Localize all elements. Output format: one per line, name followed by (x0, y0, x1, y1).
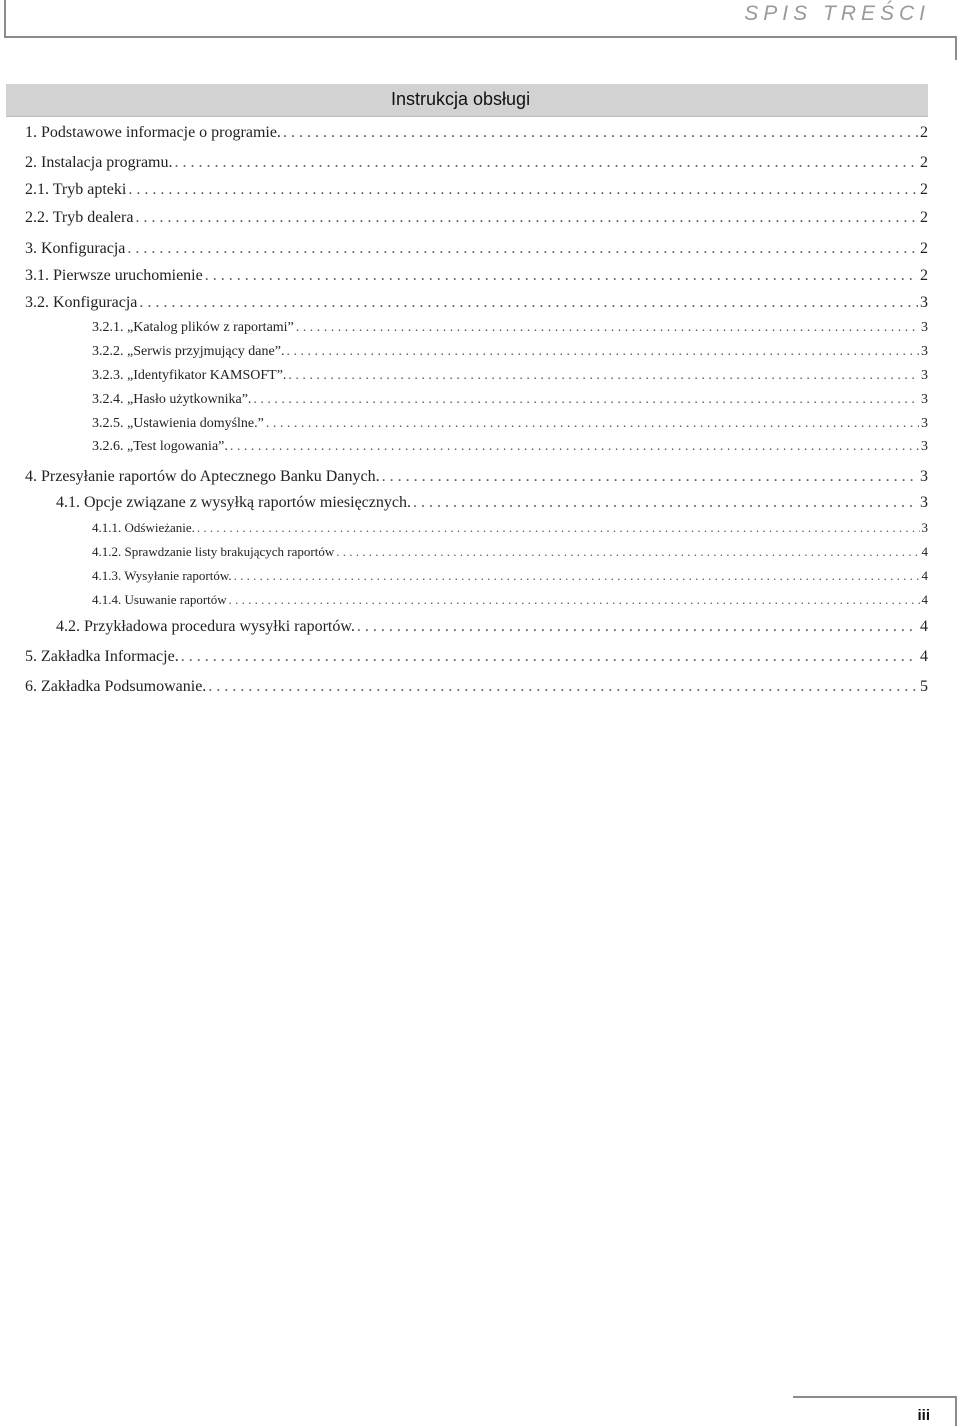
toc-entry[interactable] (92, 416, 928, 432)
section-title: Instrukcja obsługi (391, 89, 531, 109)
toc-entry-page: 3 (920, 494, 928, 511)
toc-leader (197, 520, 920, 536)
toc-entry-title: 2.2. Tryb dealera (25, 209, 134, 226)
toc-entry-page: 2 (920, 240, 928, 257)
toc-leader (413, 494, 918, 512)
toc-entry-title: 2.1. Tryb apteki (25, 181, 127, 198)
toc-entry-page: 3 (920, 468, 928, 485)
toc-entry-page: 2 (920, 267, 928, 284)
toc-entry[interactable] (25, 648, 928, 666)
toc-leader (230, 439, 919, 455)
toc-entry[interactable] (25, 294, 928, 312)
toc-entry-page: 2 (920, 209, 928, 226)
toc-entry[interactable] (25, 124, 928, 142)
toc-entry-page: 3 (921, 392, 928, 407)
toc-entry-title: 3.2.6. „Test logowania”. (92, 439, 228, 454)
section-title-bar (6, 84, 928, 117)
toc-entry[interactable] (92, 568, 928, 584)
toc-entry-page: 3 (921, 416, 928, 431)
toc-entry-page: 3 (921, 439, 928, 454)
toc-leader (181, 648, 918, 666)
toc-entry[interactable] (92, 344, 928, 360)
toc-entry[interactable] (25, 154, 928, 172)
toc-entry-page: 3 (921, 520, 928, 535)
toc-entry-page: 3 (920, 294, 928, 311)
toc-entry-page: 3 (921, 320, 928, 335)
toc-leader (135, 209, 918, 227)
toc-entry-title: 3.2.5. „Ustawienia domyślne.” (92, 416, 264, 431)
toc-entry[interactable] (56, 494, 928, 512)
toc-entry[interactable] (25, 468, 928, 486)
toc-entry[interactable] (25, 240, 928, 258)
toc-entry-title: 4.1. Opcje związane z wysyłką raportów miesięcznych. (56, 494, 411, 511)
toc-leader (253, 392, 919, 408)
toc-entry-title: 4.1.3. Wysyłanie raportów. (92, 568, 232, 583)
toc-entry-title: 3.2.1. „Katalog plików z raportami” (92, 320, 294, 335)
toc-leader (128, 181, 918, 199)
toc-entry-page: 4 (920, 648, 928, 665)
toc-leader (175, 154, 919, 172)
toc-entry-page: 4 (921, 568, 928, 583)
toc-entry-page: 4 (920, 618, 928, 635)
toc-entry-title: 4.1.2. Sprawdzanie listy brakujących raportów (92, 544, 335, 559)
toc-entry-page: 4 (921, 544, 928, 559)
toc-entry-title: 4. Przesyłanie raportów do Aptecznego Banku Danych. (25, 468, 380, 485)
toc-leader (234, 568, 920, 584)
toc-entry-title: 3.2. Konfiguracja (25, 294, 138, 311)
toc-entry[interactable] (92, 368, 928, 384)
toc-entry[interactable] (25, 181, 928, 199)
toc-entry-page: 3 (921, 344, 928, 359)
toc-entry-title: 5. Zakładka Informacje. (25, 648, 179, 665)
toc-entry[interactable] (56, 618, 928, 636)
toc-leader (296, 320, 919, 336)
page-number: iii (917, 1407, 930, 1424)
toc-entry[interactable] (25, 678, 928, 696)
toc-leader (382, 468, 918, 486)
toc-entry[interactable] (92, 592, 928, 608)
toc-leader (127, 240, 918, 258)
header-rule-left (4, 0, 6, 38)
header-rule-right (955, 36, 957, 60)
toc-leader (357, 618, 918, 636)
page-header-title: SPIS TREŚCI (744, 2, 930, 25)
toc-entry-page: 2 (920, 181, 928, 198)
toc-entry[interactable] (25, 267, 928, 285)
toc-entry-title: 4.2. Przykładowa procedura wysyłki raportów. (56, 618, 355, 635)
toc-leader (208, 678, 918, 696)
toc-entry[interactable] (25, 209, 928, 227)
footer-rule (793, 1396, 957, 1398)
toc-entry-title: 1. Podstawowe informacje o programie. (25, 124, 281, 141)
header-rule (4, 36, 957, 38)
toc-entry-title: 4.1.4. Usuwanie raportów (92, 592, 227, 607)
toc-entry-title: 2. Instalacja programu. (25, 154, 173, 171)
toc-leader (266, 416, 919, 432)
toc-entry[interactable] (92, 320, 928, 336)
toc-entry-title: 3.2.2. „Serwis przyjmujący dane”. (92, 344, 285, 359)
toc-entry-page: 4 (921, 592, 928, 607)
toc-entry-title: 3.1. Pierwsze uruchomienie (25, 267, 203, 284)
toc-leader (283, 124, 918, 142)
toc-entry-title: 3.2.3. „Identyfikator KAMSOFT”. (92, 368, 287, 383)
toc-entry-title: 6. Zakładka Podsumowanie. (25, 678, 207, 695)
toc-entry[interactable] (92, 544, 928, 560)
toc-entry-page: 2 (920, 124, 928, 141)
toc-entry-title: 3.2.4. „Hasło użytkownika”. (92, 392, 252, 407)
toc-entry-title: 4.1.1. Odświeżanie. (92, 520, 195, 535)
toc-entry[interactable] (92, 520, 928, 536)
toc-entry-title: 3. Konfiguracja (25, 240, 126, 257)
toc-entry-page: 2 (920, 154, 928, 171)
toc-leader (139, 294, 918, 312)
footer-rule-right (955, 1396, 957, 1426)
toc-entry[interactable] (92, 392, 928, 408)
toc-leader (205, 267, 918, 285)
toc-entry-page: 3 (921, 368, 928, 383)
toc-leader (336, 544, 919, 560)
toc-entry[interactable] (92, 439, 928, 455)
toc-leader (229, 592, 920, 608)
toc-entry-page: 5 (920, 678, 928, 695)
toc-leader (288, 368, 919, 384)
toc-leader (286, 344, 919, 360)
